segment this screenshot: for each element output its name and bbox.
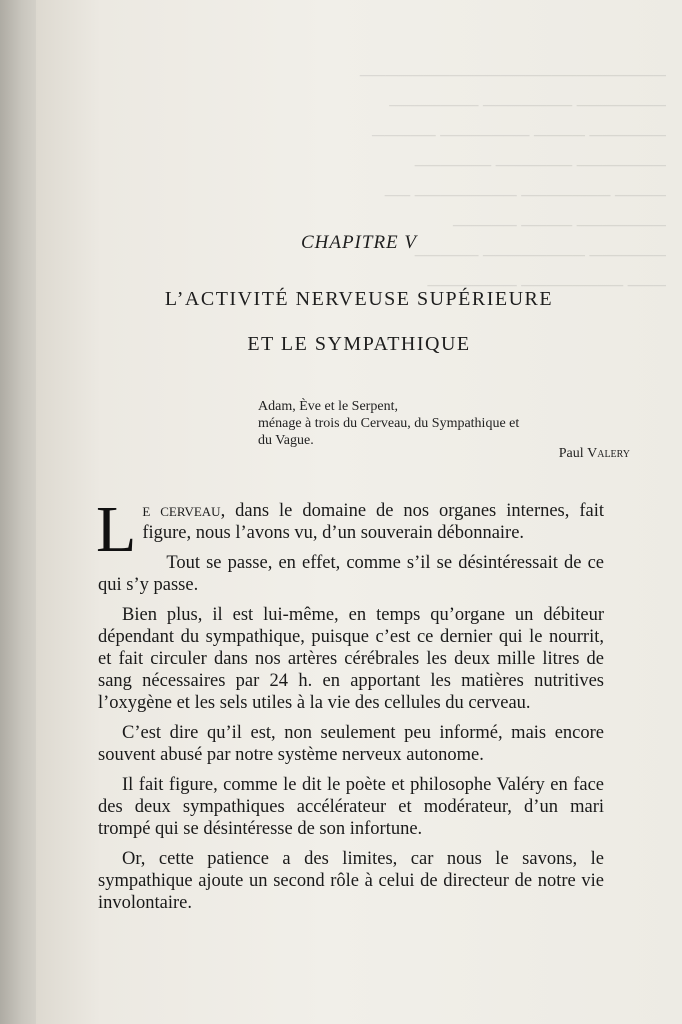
- paragraph-6: Or, cette patience a des limites, car nous le savons, le sympathique ajoute un second rôle à celui de directeur de notre vie involontaire.: [98, 849, 604, 913]
- paragraph-2: Tout se passe, en effet, comme s’il se désintéressait de ce qui s’y passe.: [98, 553, 604, 595]
- chapter-title-line2: ET LE SYMPATHIQUE: [247, 333, 471, 355]
- paragraph-5: Il fait figure, comme le dit le poète et philosophe Valéry en face des deux sympathiques accélérateur et modérateur, d’un mari trompé qui se désintéresse de son infortune.: [98, 775, 604, 839]
- epigraph-line2: ménage à trois du Cerveau, du Sympathique et: [258, 416, 520, 431]
- epigraph: [258, 398, 638, 449]
- book-page: [36, 0, 682, 1024]
- show-through-text: ──────────────────────── ─────── ─────── ─────── ────── ──── ─────── ───── ─────── ────── ────── ──── ─────── ──────── ── ─────── ──── ───── ────── ──────── ───── ─── ──────── ───────: [359, 65, 666, 295]
- chapter-heading: CHAPITRE V: [300, 232, 418, 253]
- epigraph-author: [258, 446, 630, 462]
- chapter-title-line1: L’ACTIVITÉ NERVEUSE SUPÉRIEURE: [164, 288, 554, 310]
- paragraph-4: C’est dire qu’il est, non seulement peu informé, mais encore souvent abusé par notre système nerveux autonome.: [98, 723, 604, 765]
- first-word: e cerveau: [142, 501, 221, 521]
- epigraph-line1: Adam, Ève et le Serpent,: [258, 399, 398, 414]
- epigraph-line3: du Vague.: [258, 433, 314, 448]
- paragraph-3: Bien plus, il est lui-même, en temps qu’organe un débiteur dépendant du sympathique, puisque c’est ce dernier qui le nourrit, et fait circuler dans nos artères cérébrales les deux mille litres de sang nécessaires par 24 h. en apportant les matières nutritives l’oxygène et les sels utiles à la vie des cellules du cerveau.: [98, 605, 604, 713]
- paragraph-1: [96, 493, 604, 566]
- epigraph-author-first: Paul: [558, 446, 584, 461]
- paragraph-1-rest: , dans le domaine de nos organes internes, fait figure, nous l’avons vu, d’un souverain débonnaire.: [142, 501, 604, 543]
- body-text: [96, 493, 604, 922]
- epigraph-author-last: Valery: [587, 446, 630, 461]
- adjacent-page-edge: [0, 0, 40, 1024]
- drop-cap: L: [96, 493, 137, 566]
